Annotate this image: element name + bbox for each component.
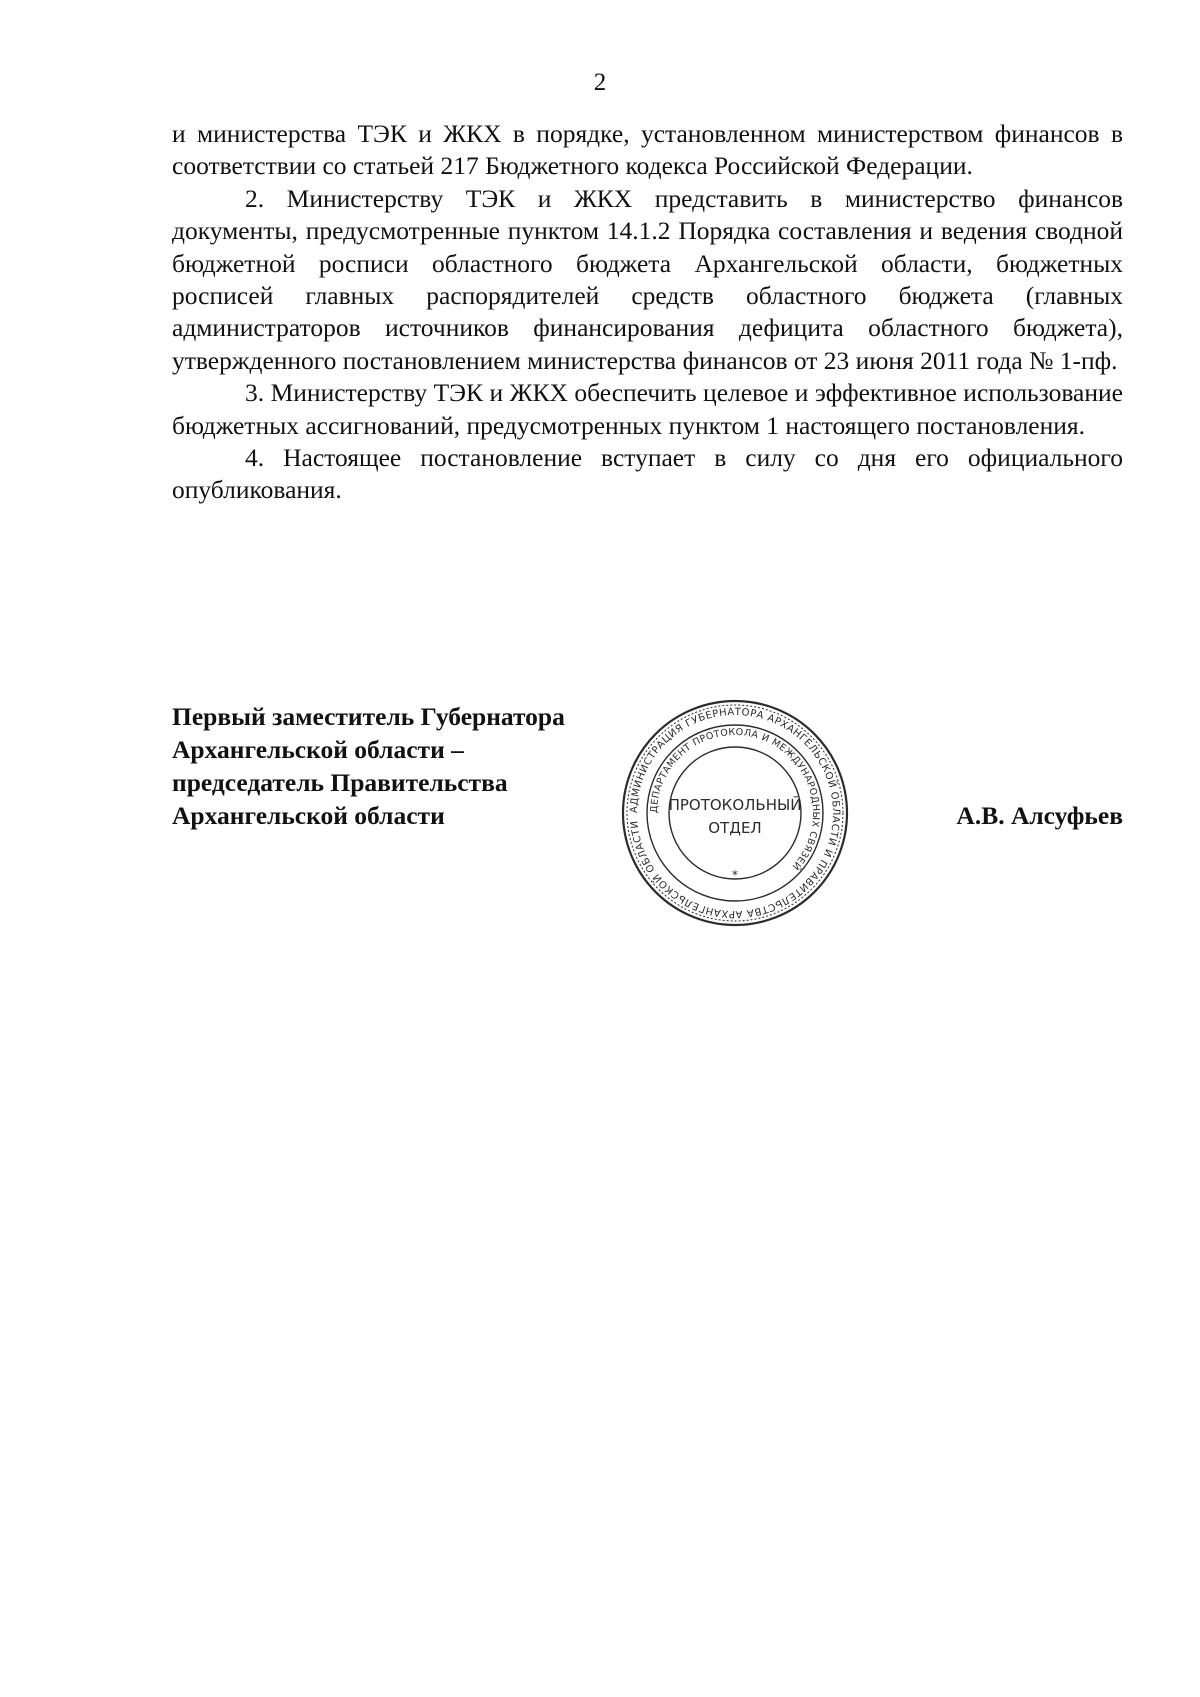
- signatory-title-line-1: Первый заместитель Губернатора: [172, 702, 565, 731]
- signatory-title-line-2: Архангельской области –: [172, 735, 464, 764]
- official-seal-stamp: [615, 693, 855, 933]
- seal-graphic: [615, 693, 855, 933]
- page-number: 2: [593, 69, 607, 96]
- paragraph-1-continuation: и министерства ТЭК и ЖКХ в порядке, установленном министерством финансов в соответствии со статьей 217 Бюджетного кодекса Российской Федерации.: [172, 119, 1123, 181]
- signatory-title-line-3: председатель Правительства: [172, 768, 508, 797]
- document-body: [172, 118, 1123, 507]
- svg-text:ПРОТОКОЛЬНЫЙ: ПРОТОКОЛЬНЫЙ: [668, 796, 802, 814]
- svg-text:АДМИНИСТРАЦИЯ ГУБЕРНАТОРА АРХА: АДМИНИСТРАЦИЯ ГУБЕРНАТОРА АРХАНГЕЛЬСКОЙ ОБЛАСТИ И ПРАВИТЕЛЬСТВА АРХАНГЕЛЬСКОЙ ОБЛАСТИ: [628, 706, 842, 920]
- svg-text:*: *: [732, 868, 738, 882]
- paragraph-4: 4. Настоящее постановление вступает в силу со дня его официального опубликования.: [172, 443, 1123, 505]
- signatory-name: А.В. Алсуфьев: [956, 801, 1123, 830]
- signatory-title-line-4: Архангельской области: [172, 801, 445, 830]
- paragraph-2: 2. Министерству ТЭК и ЖКХ представить в министерство финансов документы, предусмотренные пунктом 14.1.2 Порядка составления и ведения сводной бюджетной росписи областного бюджета Архангельской области, бюджетных росписей главных распорядителей средств областного бюджета (главных администраторов источников финансирования дефицита областного бюджета), утвержденного постановлением министерства финансов от 23 июня 2011 года № 1-пф.: [172, 183, 1123, 375]
- svg-text:ОТДЕЛ: ОТДЕЛ: [708, 819, 762, 837]
- paragraph-3: 3. Министерству ТЭК и ЖКХ обеспечить целевое и эффективное использование бюджетных ассигнований, предусмотренных пунктом 1 настоящего постановления.: [172, 378, 1123, 440]
- signatory-title: [172, 700, 642, 832]
- svg-text:ДЕПАРТАМЕНТ ПРОТОКОЛА И МЕЖДУН: ДЕПАРТАМЕНТ ПРОТОКОЛА И МЕЖДУНАРОДНЫХ СВЯЗЕЙ: [648, 726, 822, 872]
